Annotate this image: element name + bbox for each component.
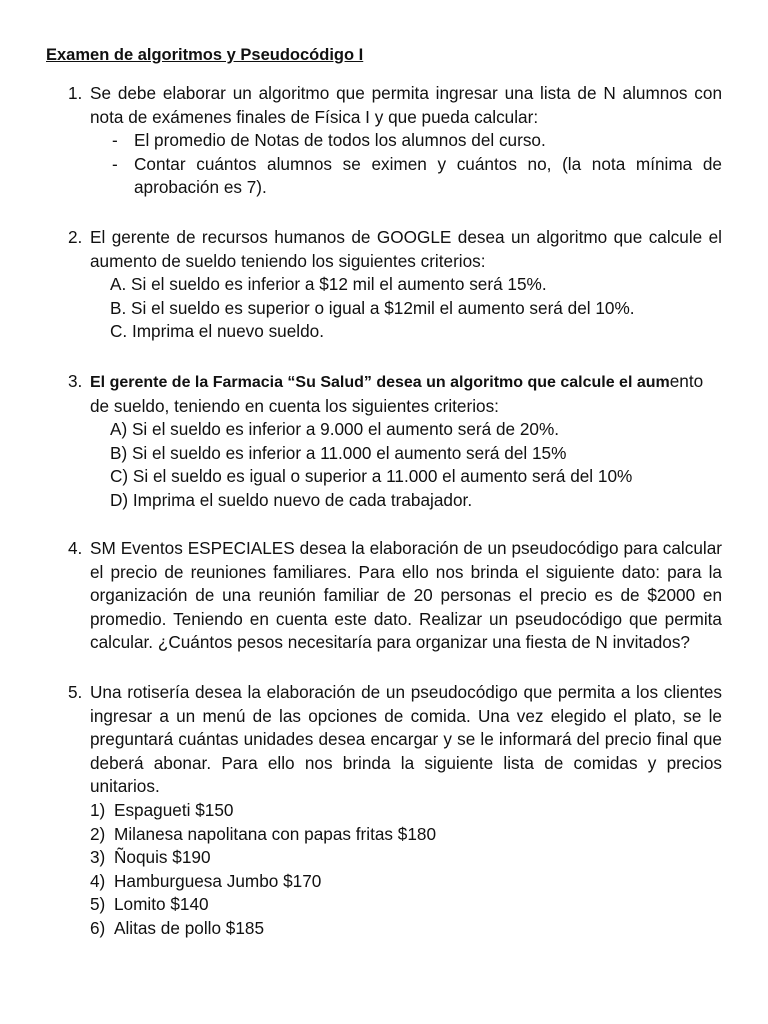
criteria-item: C. Imprima el nuevo sueldo. — [110, 321, 324, 342]
menu-item-number: 5) — [90, 894, 106, 915]
criteria-item: A. Si el sueldo es inferior a $12 mil el aumento será 15%. — [110, 274, 547, 295]
menu-item-text: Ñoquis $190 — [114, 847, 211, 868]
menu-item — [90, 917, 722, 941]
criteria-item: B. Si el sueldo es superior o igual a $12mil el aumento será del 10%. — [110, 297, 635, 318]
question-3-bold-text: El gerente de la Farmacia “Su Salud” desea un algoritmo que calcule el aum — [90, 374, 670, 391]
bullet-mark: - — [112, 153, 118, 174]
bullet-item — [68, 129, 722, 153]
menu-item-text: Milanesa napolitana con papas fritas $180 — [114, 823, 437, 844]
menu-item — [90, 846, 722, 870]
bullet-text: El promedio de Notas de todos los alumnos del curso. — [134, 130, 546, 151]
question-3 — [68, 370, 722, 513]
question-5-text: Una rotisería desea la elaboración de un pseudocódigo que permita a los clientes ingresar a un menú de las opciones de comida. Una vez elegido el plato, se le preguntará cuántas unidades desea encargar y se le informará del precio final que deberá abonar. Para ello nos brinda la siguiente lista de comidas y precios unitarios. — [90, 682, 722, 797]
question-4 — [68, 537, 722, 655]
question-2 — [68, 226, 722, 344]
question-3-rest-text: ento de sueldo, teniendo en cuenta los siguientes criterios: — [90, 371, 704, 416]
menu-item — [90, 823, 722, 847]
criteria-item: A) Si el sueldo es inferior a 9.000 el aumento será de 20%. — [110, 419, 560, 440]
question-number: 5. — [68, 682, 83, 702]
menu-item-number: 3) — [90, 847, 106, 868]
menu-item-text: Lomito $140 — [114, 894, 209, 915]
menu-item-number: 2) — [90, 823, 106, 844]
question-number: 4. — [68, 538, 83, 558]
bullet-mark: - — [112, 130, 118, 151]
menu-item-text: Alitas de pollo $185 — [114, 917, 265, 938]
question-2-text: El gerente de recursos humanos de GOOGLE desea un algoritmo que calcule el aumento de sueldo teniendo los siguientes criterios: — [90, 227, 722, 271]
menu-item-number: 6) — [90, 917, 106, 938]
question-number: 2. — [68, 227, 83, 247]
menu-list — [90, 799, 722, 941]
bullet-text: Contar cuántos alumnos se eximen y cuántos no, (la nota mínima de aprobación es 7). — [134, 153, 722, 198]
menu-item-number: 1) — [90, 799, 106, 820]
criteria-item: B) Si el sueldo es inferior a 11.000 el aumento será del 15% — [110, 442, 567, 463]
menu-item — [90, 893, 722, 917]
menu-item-number: 4) — [90, 870, 106, 891]
question-1-text: Se debe elaborar un algoritmo que permita ingresar una lista de N alumnos con nota de exámenes finales de Física I y que pueda calcular: — [90, 83, 722, 127]
menu-item-text: Hamburguesa Jumbo $170 — [114, 870, 322, 891]
question-number: 1. — [68, 83, 83, 103]
question-1 — [68, 82, 722, 200]
bullet-item — [68, 153, 722, 200]
question-3-text — [90, 370, 722, 418]
menu-item — [90, 870, 722, 894]
question-5 — [68, 681, 722, 941]
criteria-item: C) Si el sueldo es igual o superior a 11.000 el aumento será del 10% — [110, 466, 633, 487]
question-4-text: SM Eventos ESPECIALES desea la elaboración de un pseudocódigo para calcular el precio de reuniones familiares. Para ello nos brinda el siguiente dato: para la organización de una reunión familiar de 20 personas el precio es de $2000 en promedio. Teniendo en cuenta este dato. Realizar un pseudocódigo que permita calcular. ¿Cuántos pesos necesitaría para organizar una fiesta de N invitados? — [90, 538, 722, 653]
menu-item — [90, 799, 722, 823]
menu-item-text: Espagueti $150 — [114, 799, 234, 820]
criteria-item: D) Imprima el sueldo nuevo de cada trabajador. — [110, 489, 473, 510]
question-number: 3. — [68, 371, 83, 391]
document-title: Examen de algoritmos y Pseudocódigo I — [46, 46, 364, 64]
